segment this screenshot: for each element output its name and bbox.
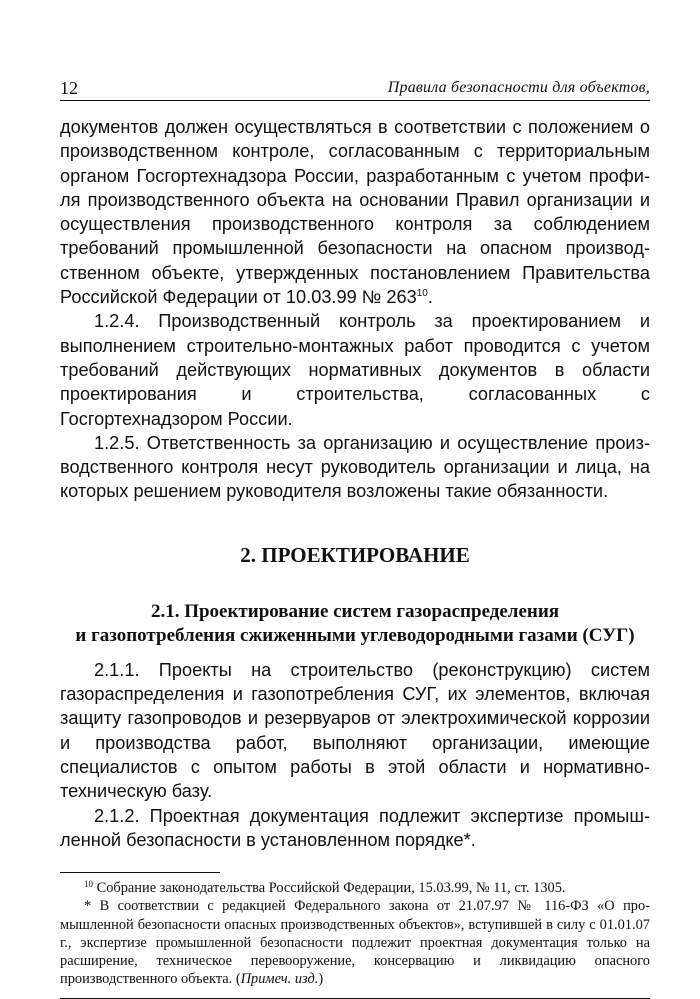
section-title: 2. ПРОЕКТИРОВАНИЕ: [240, 542, 470, 567]
paragraph-continuation: [60, 115, 650, 309]
subsection-title-line-2: и газопотребления сжиженными углеводородными газами (СУГ): [75, 624, 635, 646]
footnote-star-text: * В соответствии с редакцией Федерального закона от 21.07.97 № 116-ФЗ «О промышленной безопасности опасных производственных объектов», вступившей в силу с 01.01.07 г., экспертизе промышленной безопасности подлежит проектная документация только на расширение, техническое перевооружение, консервацию и ликвидацию опасного производственного объекта. (: [60, 898, 650, 988]
subsection-title: [60, 600, 650, 648]
footnote-separator: [60, 872, 220, 873]
footnote-star-end: ): [318, 971, 324, 988]
subsection-title-line-1: 2.1. Проектирование систем газораспределения: [150, 600, 560, 622]
paragraph-2-1-1: 2.1.1. Проекты на строительство (реконструкцию) систем газораспределения и газопотребления СУГ, их элементов, включая защиту газопроводов и резервуаров от электрохимической коррозии и производства работ, выполняют организации, имеющие специалистов с опытом работы в этой области и нормативно-техническую базу.: [60, 659, 650, 802]
footnote-star: [60, 897, 650, 988]
footnote-10: [60, 879, 650, 897]
paragraph-1-2-4: 1.2.4. Производственный контроль за проектированием и выполнением строительно-монтажных работ проводится с учетом требований действующих нормативных документов в области проектирования и строительства, согласованных с Госгортехнадзором России.: [60, 311, 650, 429]
footnote-10-mark: 10: [84, 879, 93, 890]
paragraph-end: .: [427, 287, 433, 308]
paragraph-1-2-5: 1.2.5. Ответственность за организацию и осуществление производственного контроля несут руководитель организации и лица, на которых решением руководителя возложены такие обязанности.: [60, 432, 650, 502]
running-title: Правила безопасности для объектов,: [387, 79, 650, 96]
footnote-ref-10: 10: [416, 288, 428, 300]
paragraph-2-1-2: 2.1.2. Проектная документация подлежит экспертизе промышленной безопасности в установленном порядке*.: [60, 805, 650, 850]
footnote-star-note: Примеч. изд.: [240, 971, 319, 988]
paragraph-text: документов должен осуществляться в соответствии с положением о производственном контроле, согласованным с территориальным органом Госгортехнадзора России, разработанным с учетом профиля производственного объекта на основании Правил организации и осуществления производственного контроля за соблюдением требований промышленной безопасности на опасном производственном объекте, утвержденных постановлением Правительства Российской Федерации от 10.03.99 № 263: [60, 117, 650, 308]
main-text: [60, 115, 650, 852]
footnote-10-text: Собрание законодательства Российской Федерации, 15.03.99, № 11, ст. 1305.: [93, 880, 566, 897]
running-header: [60, 78, 650, 101]
page-number: 12: [60, 78, 78, 98]
